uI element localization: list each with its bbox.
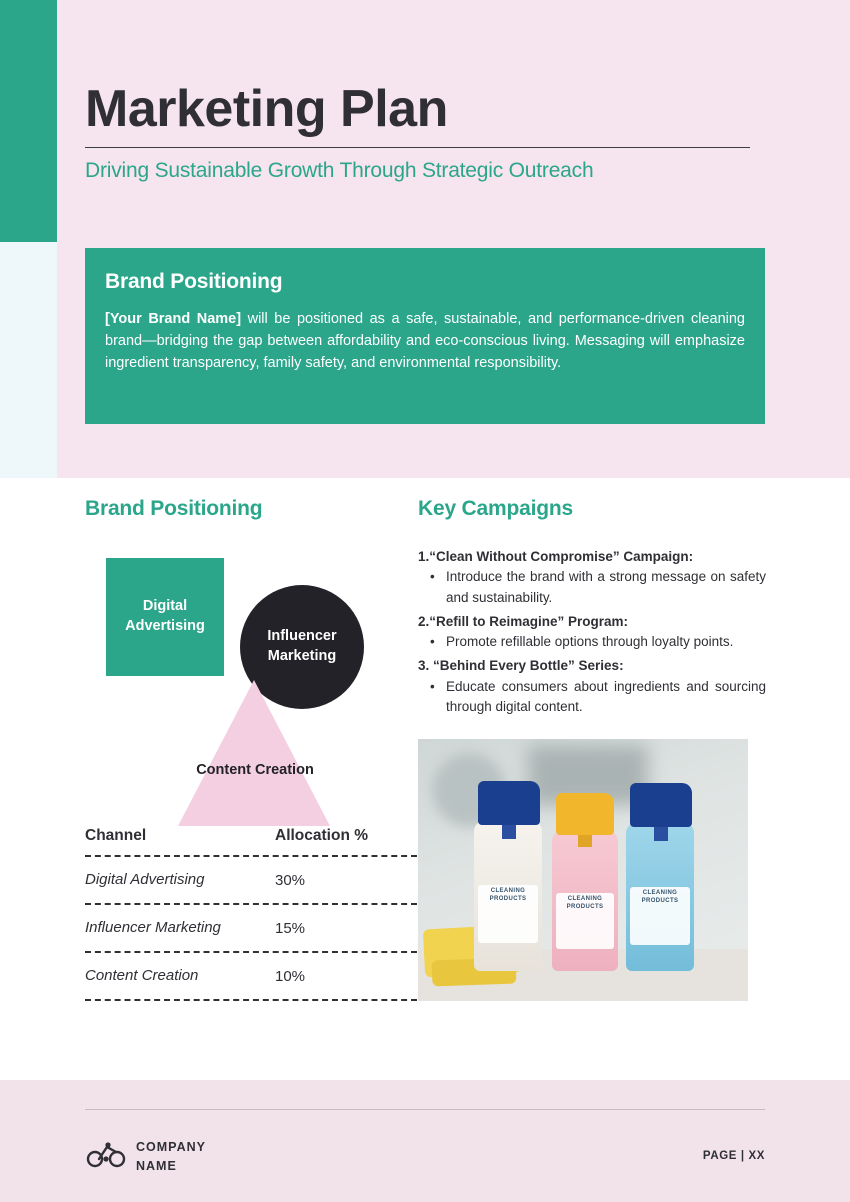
page-title: Marketing Plan	[85, 80, 448, 138]
brand-positioning-callout	[85, 248, 765, 424]
callout-heading: Brand Positioning	[105, 270, 283, 293]
cell-channel: Content Creation	[85, 967, 199, 985]
photo-bottle-label: CLEANING PRODUCTS	[556, 893, 614, 949]
table-row	[85, 905, 417, 953]
cell-allocation: 15%	[275, 919, 306, 937]
footer-divider	[85, 1109, 765, 1110]
company-name-line2: NAME	[136, 1159, 177, 1174]
channel-diagram	[85, 545, 415, 795]
title-area	[85, 82, 750, 183]
campaign-heading: 1.“Clean Without Compromise” Campaign:	[418, 549, 694, 564]
bullet-icon: •	[430, 634, 435, 649]
right-column	[418, 497, 766, 1001]
callout-body-text: will be positioned as a safe, sustainable, and performance-driven cleaning brand—bridging the gap between affordability and eco-conscious living. Messaging will emphasize ingredient transparency, family safety, and environmental responsibility.	[105, 311, 745, 372]
list-item	[418, 656, 766, 717]
photo-bottle-label: CLEANING PRODUCTS	[630, 887, 690, 945]
table-row	[85, 953, 417, 1001]
campaign-list	[418, 547, 766, 717]
cell-allocation: 10%	[275, 967, 306, 985]
photo-spray-trigger	[478, 781, 540, 825]
decor-teal-block	[0, 0, 57, 242]
campaign-heading: 3. “Behind Every Bottle” Series:	[418, 658, 624, 674]
cell-channel: Digital Advertising	[85, 871, 205, 889]
page-footer	[0, 1080, 850, 1202]
callout-lead: [Your Brand Name]	[105, 311, 242, 327]
callout-body	[105, 308, 745, 374]
diagram-square-digital-advertising: Digital Advertising	[106, 558, 224, 676]
company-logo-icon	[85, 1140, 127, 1168]
cell-allocation: 30%	[275, 871, 306, 889]
bullet-icon: •	[430, 678, 435, 694]
table-row	[85, 857, 417, 905]
company-name	[136, 1138, 206, 1177]
campaign-detail: Promote refillable options through loyalty points.	[446, 634, 734, 649]
left-column	[85, 497, 415, 1001]
campaign-detail-row	[418, 677, 766, 718]
header-band	[0, 0, 850, 478]
photo-spray-trigger	[556, 793, 614, 835]
left-section-title: Brand Positioning	[85, 497, 263, 520]
decor-pale-block	[0, 242, 57, 478]
page-subtitle: Driving Sustainable Growth Through Strategic Outreach	[85, 158, 594, 182]
campaign-heading: 2.“Refill to Reimagine” Program:	[418, 613, 629, 629]
company-name-line1: COMPANY	[136, 1140, 206, 1154]
bullet-icon: •	[430, 569, 435, 585]
list-item	[418, 612, 766, 653]
product-photo	[418, 739, 748, 1001]
page-number: PAGE | XX	[702, 1150, 765, 1162]
right-section-title: Key Campaigns	[418, 497, 573, 520]
title-divider	[85, 147, 750, 148]
allocation-table	[85, 817, 417, 1001]
column-header-allocation: Allocation %	[275, 827, 369, 844]
column-header-channel: Channel	[85, 827, 147, 844]
photo-bottle-label: CLEANING PRODUCTS	[478, 885, 538, 943]
diagram-triangle-content-creation: Content Creation	[196, 762, 314, 778]
campaign-detail: Educate consumers about ingredients and sourcing through digital content.	[446, 678, 766, 714]
campaign-detail-row	[418, 567, 766, 608]
diagram-triangle-shape	[178, 680, 330, 826]
diagram-circle-influencer-marketing: Influencer Marketing	[240, 585, 364, 709]
list-item	[418, 547, 766, 608]
campaign-detail-row	[418, 632, 766, 652]
campaign-detail: Introduce the brand with a strong message on safety and sustainability.	[446, 569, 766, 605]
photo-spray-trigger	[630, 783, 692, 827]
cell-channel: Influencer Marketing	[85, 919, 221, 937]
